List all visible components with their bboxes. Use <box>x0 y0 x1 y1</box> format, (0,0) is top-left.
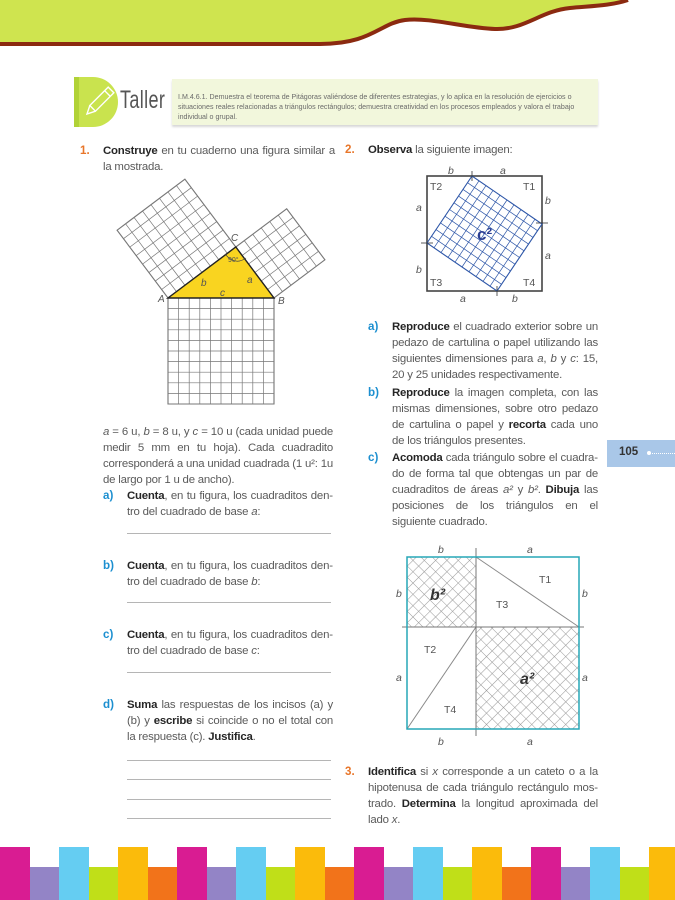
text-segment: cada triángulo sobre el cuadrado de forma tal que obtengas un par de cuadraditos de áreas <box>392 452 598 496</box>
exercise-3-number: 3. <box>345 765 355 778</box>
triangle-label: T1 <box>523 181 536 193</box>
text-segment: b <box>251 576 258 588</box>
item-label: c) <box>103 628 114 641</box>
exercise-1-item-c <box>103 627 333 697</box>
text-segment: = 10 u (cada unidad puede medir 5 mm en tu hoja). Cada cuadradito corresponderá a una unidad cuadrada (1 u²: 1u de largo por 1 u de ancho). <box>103 426 333 486</box>
footer-bar <box>620 867 650 900</box>
text-segment: c <box>570 353 576 365</box>
label: b <box>438 544 444 556</box>
bold-verb: Cuenta <box>127 560 165 572</box>
text-segment: la longitud aproximada del lado <box>368 798 598 826</box>
footer-bar <box>384 867 414 900</box>
footer-bar <box>0 847 30 900</box>
exercise-3-text <box>368 764 598 828</box>
footer-bar <box>561 867 591 900</box>
item-label: c) <box>368 451 379 464</box>
text-segment: : <box>257 576 261 588</box>
side-c-label: c <box>220 288 225 299</box>
answer-line[interactable] <box>127 672 331 673</box>
text-segment: , <box>543 353 551 365</box>
footer-bar <box>413 847 443 900</box>
side-b-label: b <box>201 278 207 289</box>
label: a <box>416 202 422 214</box>
section-title: Taller <box>120 86 166 114</box>
item-label: d) <box>103 698 114 711</box>
label: a <box>527 544 533 556</box>
label: a <box>527 736 533 748</box>
label: a <box>582 672 588 684</box>
text-segment: . <box>397 814 401 826</box>
exercise-2-items <box>368 319 598 530</box>
bold-verb: Reproduce <box>392 387 450 399</box>
text-segment: la imagen completa, con las mismas dimensiones, sobre otro pedazo de cartulina o papel y <box>392 387 598 431</box>
page-number-tab <box>607 440 675 467</box>
footer-bar <box>472 847 502 900</box>
bold-verb: escribe <box>153 715 193 727</box>
item-text <box>127 488 333 520</box>
item-label: b) <box>368 386 379 399</box>
footer-bar <box>207 867 237 900</box>
text-segment: c <box>192 426 199 438</box>
bold-verb: Justifica <box>208 731 253 743</box>
item-text <box>392 385 598 449</box>
triangle-label: T2 <box>424 644 437 656</box>
text-segment: , en tu figura, los cuadraditos dentro del cuadrado de base <box>127 629 333 657</box>
text-segment: = 6 u, <box>109 426 144 438</box>
label: b <box>545 195 551 207</box>
text-segment: a <box>103 426 110 438</box>
label: a <box>500 165 506 177</box>
footer-bar <box>531 847 561 900</box>
exercise-1-intro <box>103 143 335 175</box>
footer-bar <box>148 867 178 900</box>
text-segment: : <box>256 645 260 657</box>
answer-line[interactable] <box>127 533 331 534</box>
side-a-label: a <box>247 275 253 286</box>
triangle-label: T1 <box>539 574 552 586</box>
label: b <box>448 165 454 177</box>
bold-verb: Acomoda <box>392 452 443 464</box>
exercise-2-item-c <box>368 450 598 530</box>
footer-bar <box>59 847 89 900</box>
text-segment: en tu cuaderno una figura similar a la mostrada. <box>103 145 335 173</box>
item-text <box>127 558 333 590</box>
bold-verb: Determina <box>401 798 456 810</box>
bold-verb: Dibuja <box>545 484 580 496</box>
footer-bar <box>649 847 675 900</box>
item-text <box>127 697 333 745</box>
vertex-a-label: A <box>158 294 165 305</box>
text-segment: las respuestas de los incisos (a) y (b) y <box>127 699 333 727</box>
c-squared-label: c² <box>477 225 493 244</box>
triangle-label: T3 <box>496 599 509 611</box>
exercise-1-item-b <box>103 558 333 627</box>
footer-bar <box>325 867 355 900</box>
dotted-leader <box>649 453 675 454</box>
answer-line[interactable] <box>127 760 331 761</box>
text-segment: , en tu figura, los cuadraditos dentro del cuadrado de base <box>127 560 333 588</box>
footer-bar <box>590 847 620 900</box>
bold-verb: Construye <box>103 145 158 157</box>
exercise-2-item-a <box>368 319 598 385</box>
text-segment: = 8 u, y <box>149 426 193 438</box>
bold-verb: Reproduce <box>392 321 450 333</box>
text-segment: cada uno de los triángulos presentes. <box>392 419 598 447</box>
item-label: b) <box>103 559 114 572</box>
bold-verb: Suma <box>127 699 158 711</box>
b-squared-label: b² <box>430 587 446 604</box>
text-segment: a <box>537 353 544 365</box>
text-segment: b <box>143 426 150 438</box>
label: b <box>512 293 518 305</box>
a-squared-label: a² <box>520 671 535 688</box>
vertex-c-label: C <box>231 233 239 244</box>
exercise-1-body <box>103 424 333 819</box>
exercise-2-number: 2. <box>345 143 355 156</box>
text-segment: a <box>251 506 258 518</box>
bold-verb: Cuenta <box>127 629 165 641</box>
text-segment: x <box>391 814 398 826</box>
text-segment: . <box>537 484 546 496</box>
text-segment: b² <box>527 484 538 496</box>
label: a <box>396 672 402 684</box>
exercise-2-intro <box>368 142 598 158</box>
label: b <box>582 588 588 600</box>
exercise-1-number: 1. <box>80 144 90 157</box>
footer-bar <box>266 867 296 900</box>
text-segment: c <box>251 645 257 657</box>
text-segment: b <box>550 353 557 365</box>
label: b <box>396 588 402 600</box>
triangle-label: T2 <box>430 181 443 193</box>
exercise-1-item-d <box>103 697 333 819</box>
item-text <box>392 450 598 530</box>
item-text <box>127 627 333 659</box>
text-segment: corresponde a un cateto o a la hipotenusa de cada triángulo rectángulo mostrado. <box>368 766 598 810</box>
text-segment: si coincide o no el total con la respuesta (c). <box>127 715 334 743</box>
vertex-b-label: B <box>278 296 285 307</box>
bold-verb: recorta <box>508 419 546 431</box>
text-segment: y <box>556 353 571 365</box>
triangle-label: T3 <box>430 277 443 289</box>
bold-verb: Observa <box>368 144 413 156</box>
footer-bar <box>30 867 60 900</box>
label: b <box>416 264 422 276</box>
text-segment: : 15, 20 y 25 unidades respectivamente. <box>392 353 598 381</box>
footer-bar <box>236 847 266 900</box>
rearranged-square-figure <box>402 548 584 736</box>
text-segment: si <box>416 766 433 778</box>
text-segment: las posiciones de los triángulos en el siguiente cuadrado. <box>392 484 598 528</box>
label: a <box>460 293 466 305</box>
footer-bar <box>89 867 119 900</box>
text-segment: el cuadrado exterior sobre un pedazo de cartulina o papel utilizando las siguientes dimensiones para <box>392 321 598 365</box>
footer-bar <box>354 847 384 900</box>
header-wave <box>0 0 628 44</box>
text-segment: y <box>512 484 528 496</box>
bold-verb: Identifica <box>368 766 417 778</box>
exercise-1-item-a <box>103 488 333 558</box>
footer-bar <box>295 847 325 900</box>
triangle-label: T4 <box>523 277 536 289</box>
footer-bar <box>177 847 207 900</box>
item-text <box>392 319 598 383</box>
exercise-2-item-b <box>368 385 598 450</box>
footer-bar <box>502 867 532 900</box>
square-on-c <box>168 298 274 404</box>
item-label: a) <box>103 489 114 502</box>
text-segment: a² <box>503 484 513 496</box>
answer-line[interactable] <box>127 779 331 780</box>
text-segment: , en tu figura, los cuadraditos dentro del cuadrado de base <box>127 490 333 518</box>
text-segment: la siguiente imagen: <box>412 144 513 156</box>
text-segment: . <box>252 731 256 743</box>
footer-bar <box>443 867 473 900</box>
triangle-label: T4 <box>444 704 457 716</box>
pencil-icon <box>74 77 118 127</box>
learning-objective-box <box>172 79 598 125</box>
page-number: 105 <box>619 446 639 458</box>
answer-line[interactable] <box>127 818 331 819</box>
answer-line[interactable] <box>127 602 331 603</box>
learning-objective-text: I.M.4.6.1. Demuestra el teorema de Pitágoras valiéndose de diferentes estrategias, y lo aplica en la resolución de ejercicios o situaciones reales relacionadas a triángulos rectángulos; demuestra creatividad en los procesos empleados y valora el trabajo individual o grupal. <box>178 93 575 121</box>
text-segment: x <box>432 766 438 778</box>
right-angle-label: 90° <box>228 257 239 264</box>
label: b <box>438 736 444 748</box>
answer-line[interactable] <box>127 799 331 800</box>
exercise-1-values <box>103 424 333 488</box>
label: a <box>545 250 551 262</box>
bold-verb: Cuenta <box>127 490 165 502</box>
item-label: a) <box>368 320 379 333</box>
text-segment: : <box>257 506 261 518</box>
footer-bar <box>118 847 148 900</box>
